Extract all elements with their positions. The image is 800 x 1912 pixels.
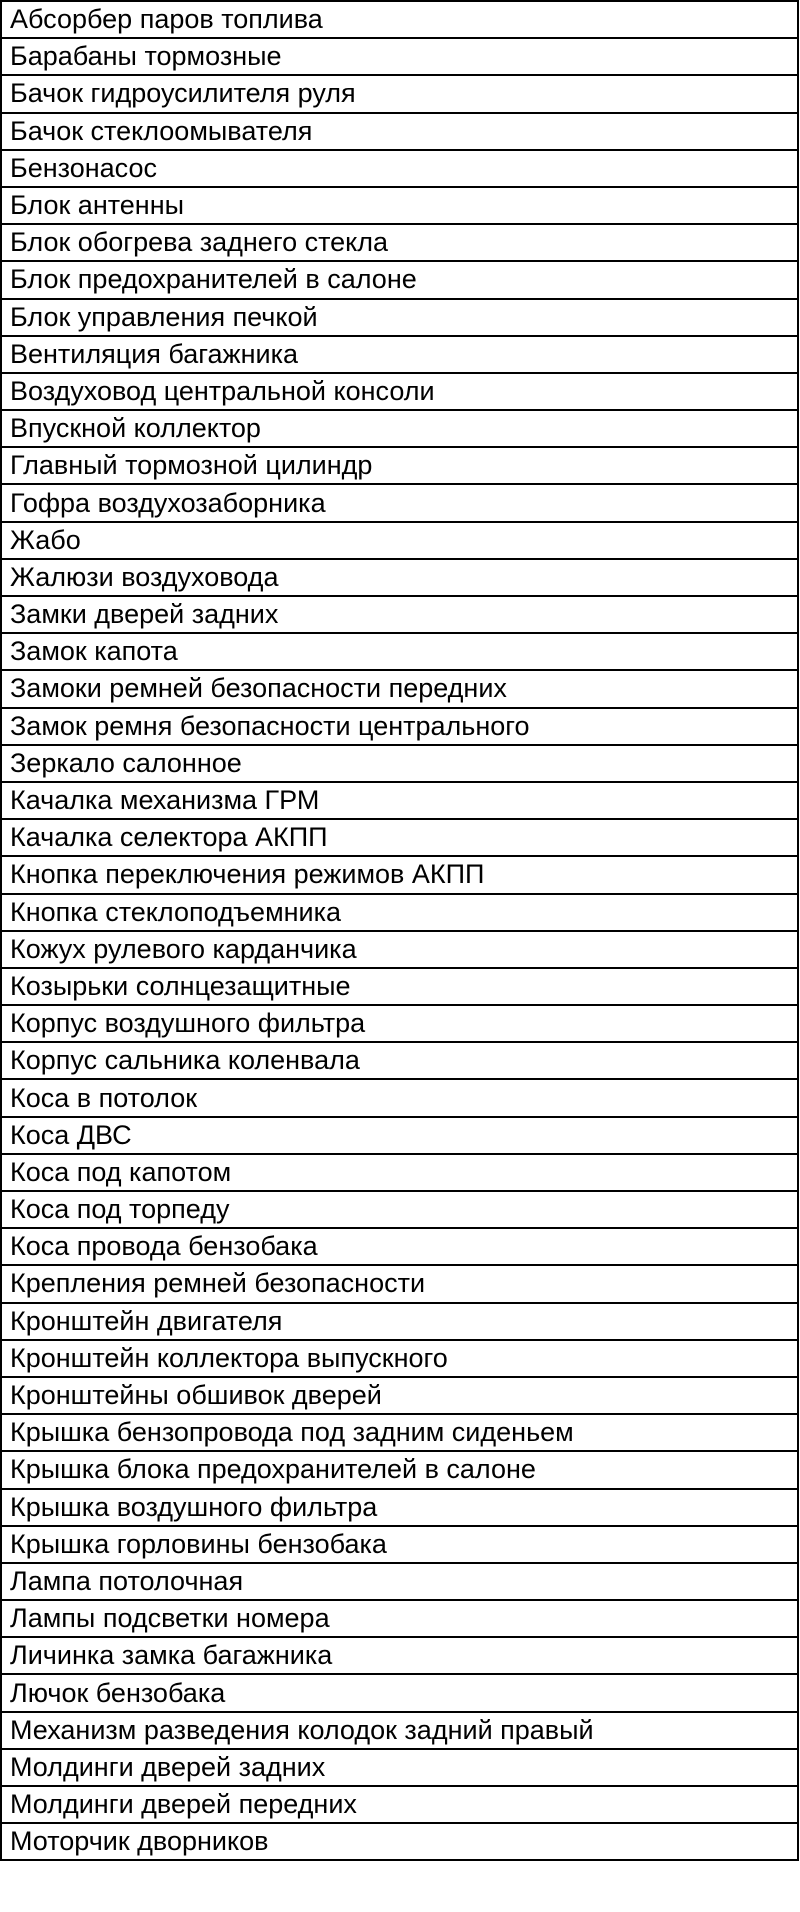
list-item[interactable]: Коса под капотом xyxy=(2,1155,799,1192)
list-item[interactable]: Личинка замка багажника xyxy=(2,1638,799,1675)
list-item[interactable]: Впускной коллектор xyxy=(2,411,799,448)
list-item[interactable]: Абсорбер паров топлива xyxy=(2,2,799,39)
list-item[interactable]: Бачок гидроусилителя руля xyxy=(2,76,799,113)
list-item[interactable]: Главный тормозной цилиндр xyxy=(2,448,799,485)
list-item[interactable]: Жабо xyxy=(2,523,799,560)
list-item[interactable]: Моторчик дворников xyxy=(2,1824,799,1861)
list-item[interactable]: Блок предохранителей в салоне xyxy=(2,262,799,299)
list-item[interactable]: Лючок бензобака xyxy=(2,1675,799,1712)
list-item[interactable]: Замок ремня безопасности центрального xyxy=(2,709,799,746)
list-item[interactable]: Замоки ремней безопасности передних xyxy=(2,671,799,708)
list-item[interactable]: Качалка механизма ГРМ xyxy=(2,783,799,820)
list-item[interactable]: Молдинги дверей передних xyxy=(2,1787,799,1824)
list-item[interactable]: Кронштейн двигателя xyxy=(2,1304,799,1341)
list-item[interactable]: Молдинги дверей задних xyxy=(2,1750,799,1787)
list-item[interactable]: Корпус воздушного фильтра xyxy=(2,1006,799,1043)
list-item[interactable]: Качалка селектора АКПП xyxy=(2,820,799,857)
list-item[interactable]: Гофра воздухозаборника xyxy=(2,485,799,522)
list-item[interactable]: Кронштейны обшивок дверей xyxy=(2,1378,799,1415)
list-item[interactable]: Крышка воздушного фильтра xyxy=(2,1490,799,1527)
list-item[interactable]: Воздуховод центральной консоли xyxy=(2,374,799,411)
list-item[interactable]: Крепления ремней безопасности xyxy=(2,1266,799,1303)
list-item[interactable]: Замки дверей задних xyxy=(2,597,799,634)
list-item[interactable]: Коса ДВС xyxy=(2,1118,799,1155)
list-item[interactable]: Барабаны тормозные xyxy=(2,39,799,76)
list-item[interactable]: Коса под торпеду xyxy=(2,1192,799,1229)
list-item[interactable]: Лампа потолочная xyxy=(2,1564,799,1601)
list-item[interactable]: Бачок стеклоомывателя xyxy=(2,114,799,151)
list-item[interactable]: Козырьки солнцезащитные xyxy=(2,969,799,1006)
list-item[interactable]: Корпус сальника коленвала xyxy=(2,1043,799,1080)
list-item[interactable]: Коса провода бензобака xyxy=(2,1229,799,1266)
list-item[interactable]: Кожух рулевого карданчика xyxy=(2,932,799,969)
list-item[interactable]: Жалюзи воздуховода xyxy=(2,560,799,597)
list-item[interactable]: Крышка горловины бензобака xyxy=(2,1527,799,1564)
list-item[interactable]: Крышка бензопровода под задним сиденьем xyxy=(2,1415,799,1452)
list-item[interactable]: Бензонасос xyxy=(2,151,799,188)
list-item[interactable]: Кнопка стеклоподъемника xyxy=(2,895,799,932)
list-item[interactable]: Блок управления печкой xyxy=(2,300,799,337)
list-item[interactable]: Зеркало салонное xyxy=(2,746,799,783)
list-item[interactable]: Кронштейн коллектора выпускного xyxy=(2,1341,799,1378)
list-item[interactable]: Блок антенны xyxy=(2,188,799,225)
list-item[interactable]: Коса в потолок xyxy=(2,1080,799,1117)
list-item[interactable]: Лампы подсветки номера xyxy=(2,1601,799,1638)
list-item[interactable]: Вентиляция багажника xyxy=(2,337,799,374)
list-item[interactable]: Механизм разведения колодок задний правый xyxy=(2,1713,799,1750)
list-item[interactable]: Блок обогрева заднего стекла xyxy=(2,225,799,262)
list-item[interactable]: Замок капота xyxy=(2,634,799,671)
list-item[interactable]: Кнопка переключения режимов АКПП xyxy=(2,857,799,894)
list-item[interactable]: Крышка блока предохранителей в салоне xyxy=(2,1452,799,1489)
